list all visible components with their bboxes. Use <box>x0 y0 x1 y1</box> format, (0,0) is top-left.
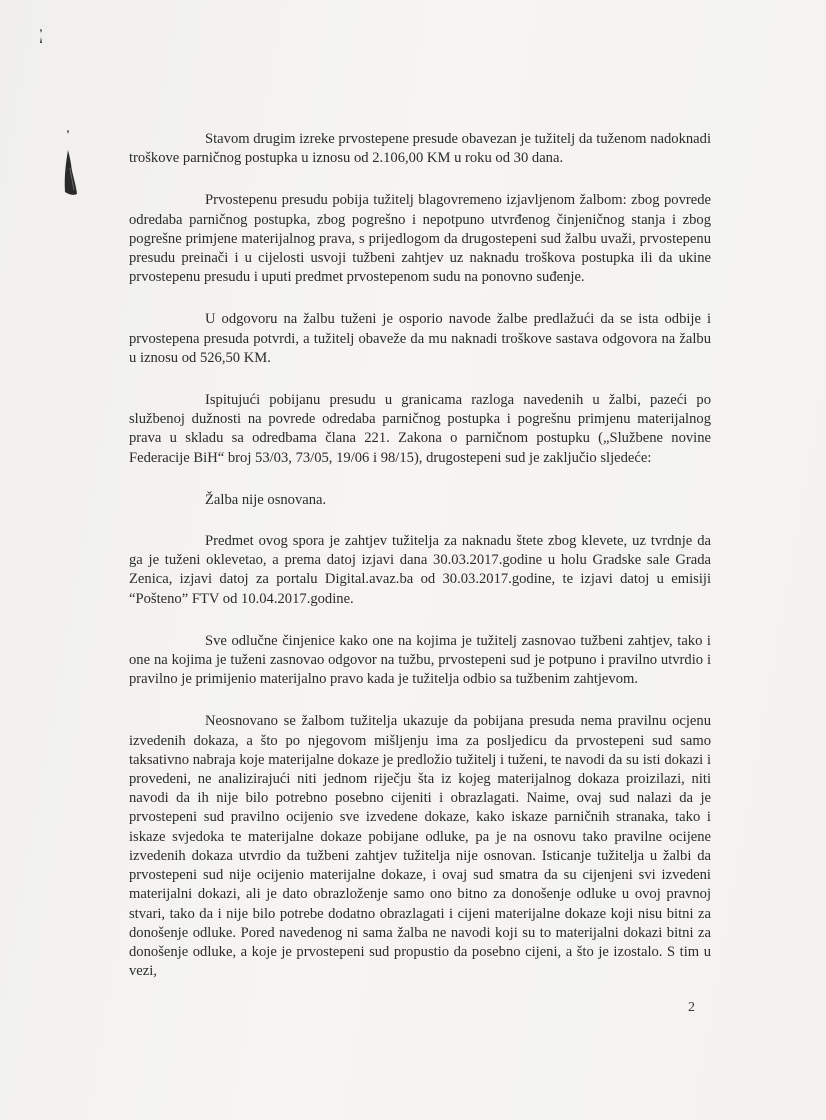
paragraph-verdict: Žalba nije osnovana. <box>205 491 327 508</box>
paragraph-costs: Stavom drugim izreke prvostepene presude obavezan je tužitelj da tuženom nadoknadi troškove parničnog postupka u iznosu od 2.106,00 KM u roku od 30 dana. <box>129 131 711 167</box>
paragraph-response: U odgovoru na žalbu tuženi je osporio navode žalbe predlažući da se ista odbije i prvostepena presuda potvrdi, a tužitelj obaveže da mu naknadi troškove sastava odgovora na žalbu u iznosu od 526,50 KM. <box>129 311 711 366</box>
page-number: 2 <box>688 1000 695 1015</box>
paragraph-facts: Sve odlučne činjenice kako one na kojima je tužitelj zasnovao tužbeni zahtjev, tako i one na kojima je tuženi zasnovao odgovor na tužbu, prvostepeni sud je potpuno i pravilno utvrdio i pravilno je primijenio materijalno pravo kada je tužitelja odbio sa tužbenim zahtjevom. <box>129 632 711 688</box>
paragraph-evidence: Neosnovano se žalbom tužitelja ukazuje da pobijana presuda nema pravilnu ocjenu izvedenih dokaza, a što po njegovom mišljenju ima za posljedicu da prvostepeni sud samo taksativno nabraja koje materijalne dokaze je predložio tužitelj i tuženi, te navodi da su isti dokazi i provedeni, ne analizirajući niti jednom riječju šta iz kojeg materijalnog dokaza proizilazi, niti navodi da ih nije bilo potrebno posebno cijeniti i obrazlagati. Naime, ovaj sud nalazi da je prvostepeni sud pravilno ocijenio sve izvedene dokaze, kako iskaze parničnih stranaka, tako i iskaze svjedoka te materijalne dokaze pobijane odluke, pa je na osnovu tako pravilne ocijene izvedenih dokaza utvrdio da tužbeni zahtjev tužitelja nije osnovan. Isticanje tužitelja u žalbi da prvostepeni sud nije ocijenio materijalne dokaze, i ovaj sud smatra da su cijenjeni svi izvedeni materijalni dokazi, ali je dato obrazloženje samo ono bitno za donošenje odluke u ovoj pravnoj stvari, tako da i nije bilo potrebe dodatno obrazlagati i cijeni materijalne dokaze koji nisu bitni za donošenje odluke. Pored navedenog ni sama žalba ne navodi koji su to materijalni dokazi bitni za donošenje odluke, a koje je prvostepeni sud propustio da posebno cijeni, a što je izostalo. S tim u vezi, <box>129 713 711 980</box>
paragraph-review: Ispitujući pobijanu presudu u granicama razloga navedenih u žalbi, pazeći po službenoj dužnosti na povrede odredaba parničnog postupka i pogrešnu primjenu materijalnog prava u skladu sa odredbama člana 221. Zakona o parničnom postupku („Službene novine Federacije BiH“ broj 53/03, 73/05, 19/06 i 98/15), drugostepeni sud je zaključio sljedeće: <box>129 392 711 466</box>
binding-mark-icon <box>60 128 80 204</box>
document-body <box>129 130 711 1004</box>
paragraph-subject: Predmet ovog spora je zahtjev tužitelja za naknadu štete zbog klevete, uz tvrdnje da ga je tuženi oklevetao, a prema datoj izjavi dana 30.03.2017.godine u holu Gradske sale Grada Zenica, izjavi datoj za portalu Digital.avaz.ba od 30.03.2017.godine, te izjavi datoj u emisiji “Pošteno” FTV od 10.04.2017.godine. <box>129 533 711 607</box>
margin-mark-icon <box>38 28 44 44</box>
paragraph-appeal-grounds: Prvostepenu presudu pobija tužitelj blagovremeno izjavljenom žalbom: zbog povrede odredaba parničnog postupka, zbog pogrešno i nepotpuno utvrđenog činjeničnog stanja i zbog pogrešne primjene materijalnog prava, s prijedlogom da drugostepeni sud žalbu uvaži, prvostepenu presudu preinači i u cijelosti usvoji tužbeni zahtjev uz naknadu troškova postupka ili da ukine prvostepenu presudu i uputi predmet prvostepenom sudu na ponovno suđenje. <box>129 192 711 286</box>
